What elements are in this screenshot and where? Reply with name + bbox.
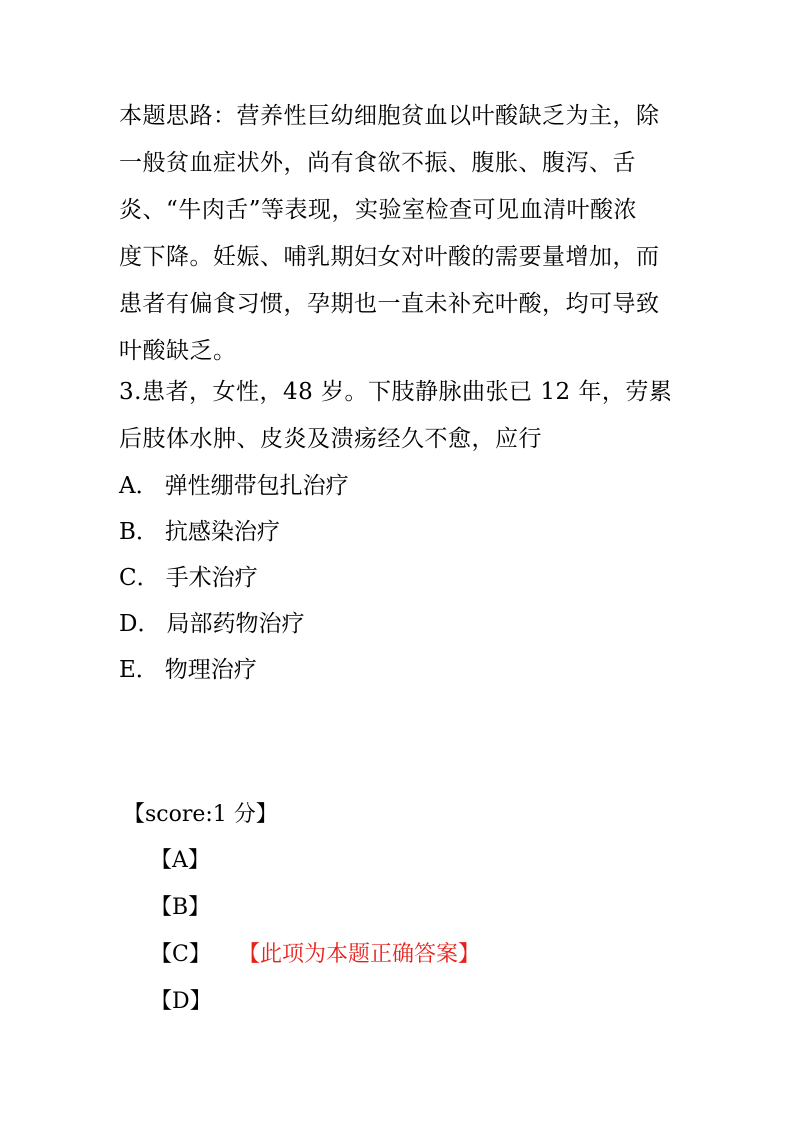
explanation-line: 本题思路：营养性巨幼细胞贫血以叶酸缺乏为主，除 (119, 103, 660, 129)
answer-row-d (150, 978, 480, 1025)
option-text: 抗感染治疗 (164, 519, 280, 545)
option-e[interactable] (119, 647, 699, 693)
answer-key: 【D】 (150, 989, 212, 1014)
answer-row-a (150, 837, 480, 884)
option-label: E． (119, 657, 159, 683)
option-label: B． (119, 519, 159, 545)
explanation-line: 叶酸缺乏。 (119, 338, 237, 364)
explanation-paragraph (119, 93, 679, 375)
question-stem-line: 3.患者，女性，48 岁。下肢静脉曲张已 12 年，劳累 (119, 379, 673, 405)
option-c[interactable] (119, 555, 699, 601)
question-stem-line: 后肢体水肿、皮炎及溃疡经久不愈，应行 (119, 426, 542, 452)
score-label: 【score:1 分】 (123, 802, 278, 827)
option-b[interactable] (119, 509, 699, 555)
answer-row-c (150, 931, 480, 978)
option-text: 手术治疗 (165, 565, 258, 591)
option-label: A． (119, 473, 159, 499)
answer-key: 【C】 (150, 942, 211, 967)
option-text: 局部药物治疗 (166, 611, 305, 637)
option-d[interactable] (119, 601, 699, 647)
option-text: 物理治疗 (164, 657, 257, 683)
answer-key: 【A】 (150, 848, 210, 873)
explanation-line: 炎、“牛肉舌”等表现，实验室检查可见血清叶酸浓 (119, 197, 638, 223)
question-block (119, 369, 699, 693)
explanation-line: 患者有偏食习惯，孕期也一直未补充叶酸，均可导致 (119, 291, 660, 317)
option-text: 弹性绷带包扎治疗 (164, 473, 349, 499)
answer-key: 【B】 (150, 895, 211, 920)
answer-row-b (150, 884, 480, 931)
explanation-line: 一般贫血症状外，尚有食欲不振、腹胀、腹泻、舌 (119, 150, 636, 176)
answer-list (150, 837, 480, 1025)
correct-answer-note: 【此项为本题正确答案】 (238, 942, 481, 967)
explanation-line: 度下降。妊娠、哺乳期妇女对叶酸的需要量增加，而 (119, 244, 660, 270)
option-label: C． (119, 565, 160, 591)
option-a[interactable] (119, 463, 699, 509)
option-label: D． (119, 611, 161, 637)
